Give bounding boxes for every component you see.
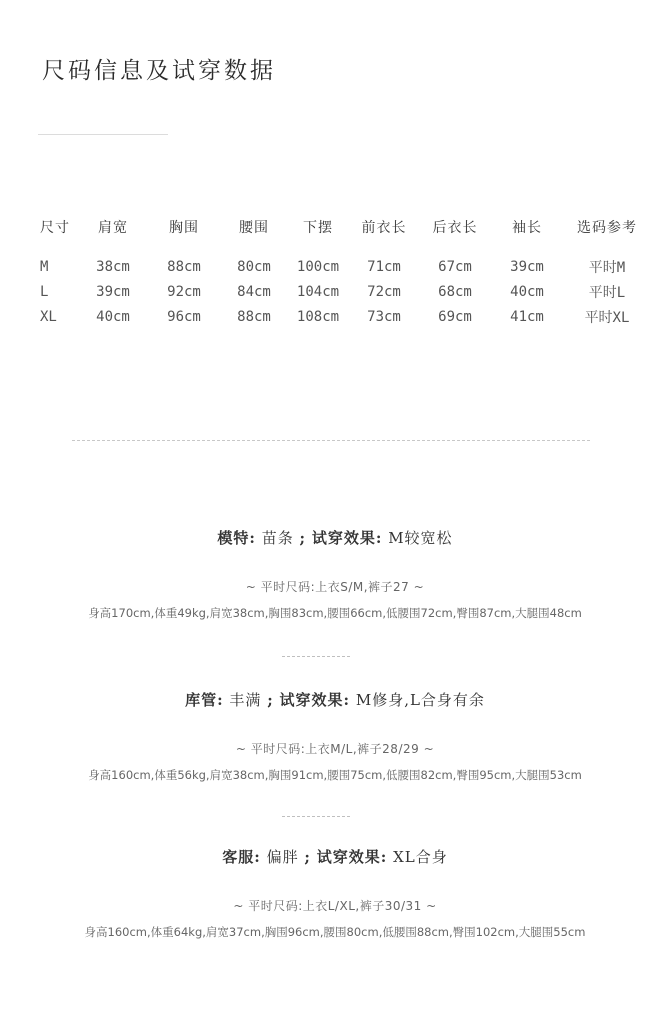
cell-size-reference: 平时L [588, 284, 626, 301]
body-measurements: 身高160cm,体重64kg,肩宽37cm,胸围96cm,腰围80cm,低腰围88cm,臀围102cm,大腿围55cm [84, 925, 586, 939]
header-sleeve: 袖长 [512, 220, 542, 236]
model-heading [0, 689, 670, 710]
body-build: 偏胖 [266, 848, 299, 866]
header-size: 尺寸 [40, 220, 70, 236]
cell-front-length: 71cm [367, 258, 401, 275]
cell-size-reference: 平时XL [584, 309, 630, 326]
cell-size: L [40, 283, 49, 300]
model-divider [282, 816, 350, 817]
cell-chest: 92cm [167, 283, 201, 300]
fit-effect: M修身,L合身有余 [355, 691, 485, 709]
cell-chest: 96cm [167, 308, 201, 325]
cell-back-length: 69cm [438, 308, 472, 325]
table-row [30, 304, 650, 329]
model-divider [282, 656, 350, 657]
cell-hem: 108cm [296, 308, 340, 325]
model-block [0, 527, 670, 621]
body-measurements: 身高160cm,体重56kg,肩宽38cm,胸围91cm,腰围75cm,低腰围82cm,臀围95cm,大腿围53cm [88, 768, 582, 782]
separator: ; [299, 529, 307, 547]
body-build: 丰满 [229, 691, 262, 709]
body-build: 苗条 [261, 529, 294, 547]
cell-back-length: 68cm [438, 283, 472, 300]
cell-size: XL [40, 308, 57, 325]
usual-sizes: ~ 平时尺码:上衣M/L,裤子28/29 ~ [235, 742, 435, 756]
model-heading [0, 846, 670, 867]
header-shoulder: 肩宽 [98, 220, 128, 236]
role-label: 模特: [217, 529, 256, 547]
header-waist: 腰围 [239, 220, 269, 236]
cell-waist: 88cm [237, 308, 271, 325]
cell-size: M [40, 258, 49, 275]
role-label: 客服: [222, 848, 261, 866]
usual-sizes: ~ 平时尺码:上衣L/XL,裤子30/31 ~ [233, 899, 437, 913]
cell-front-length: 72cm [367, 283, 401, 300]
separator: ; [267, 691, 274, 709]
fit-effect: M较宽松 [388, 529, 453, 547]
model-heading [0, 527, 670, 548]
model-block [0, 689, 670, 783]
model-block [0, 846, 670, 940]
cell-front-length: 73cm [367, 308, 401, 325]
header-back-length: 后衣长 [432, 220, 478, 236]
header-front-length: 前衣长 [361, 220, 407, 236]
title-divider [38, 134, 168, 135]
cell-shoulder: 38cm [96, 258, 130, 275]
cell-size-reference: 平时M [588, 259, 626, 276]
table-spacer [30, 242, 650, 254]
size-table-header [30, 212, 650, 242]
fit-effect: XL合身 [393, 848, 448, 866]
cell-shoulder: 40cm [96, 308, 130, 325]
separator: ; [304, 848, 311, 866]
fit-effect-label: 试穿效果: [316, 848, 388, 866]
fit-effect-label: 试穿效果: [311, 529, 383, 547]
cell-shoulder: 39cm [96, 283, 130, 300]
fit-effect-label: 试穿效果: [279, 691, 351, 709]
cell-hem: 104cm [296, 283, 340, 300]
header-chest: 胸围 [169, 220, 199, 236]
cell-chest: 88cm [167, 258, 201, 275]
body-measurements: 身高170cm,体重49kg,肩宽38cm,胸围83cm,腰围66cm,低腰围72cm,臀围87cm,大腿围48cm [88, 606, 582, 620]
cell-sleeve: 41cm [510, 308, 544, 325]
table-row [30, 254, 650, 279]
cell-sleeve: 40cm [510, 283, 544, 300]
table-row [30, 279, 650, 304]
cell-hem: 100cm [296, 258, 340, 275]
size-table [30, 212, 650, 329]
usual-sizes: ~ 平时尺码:上衣S/M,裤子27 ~ [245, 580, 425, 594]
cell-waist: 80cm [237, 258, 271, 275]
page-title: 尺码信息及试穿数据 [42, 58, 276, 84]
header-hem: 下摆 [303, 220, 333, 236]
role-label: 库管: [185, 691, 224, 709]
cell-waist: 84cm [237, 283, 271, 300]
section-divider [72, 440, 590, 441]
header-size-reference: 选码参考 [577, 220, 637, 236]
cell-back-length: 67cm [438, 258, 472, 275]
cell-sleeve: 39cm [510, 258, 544, 275]
